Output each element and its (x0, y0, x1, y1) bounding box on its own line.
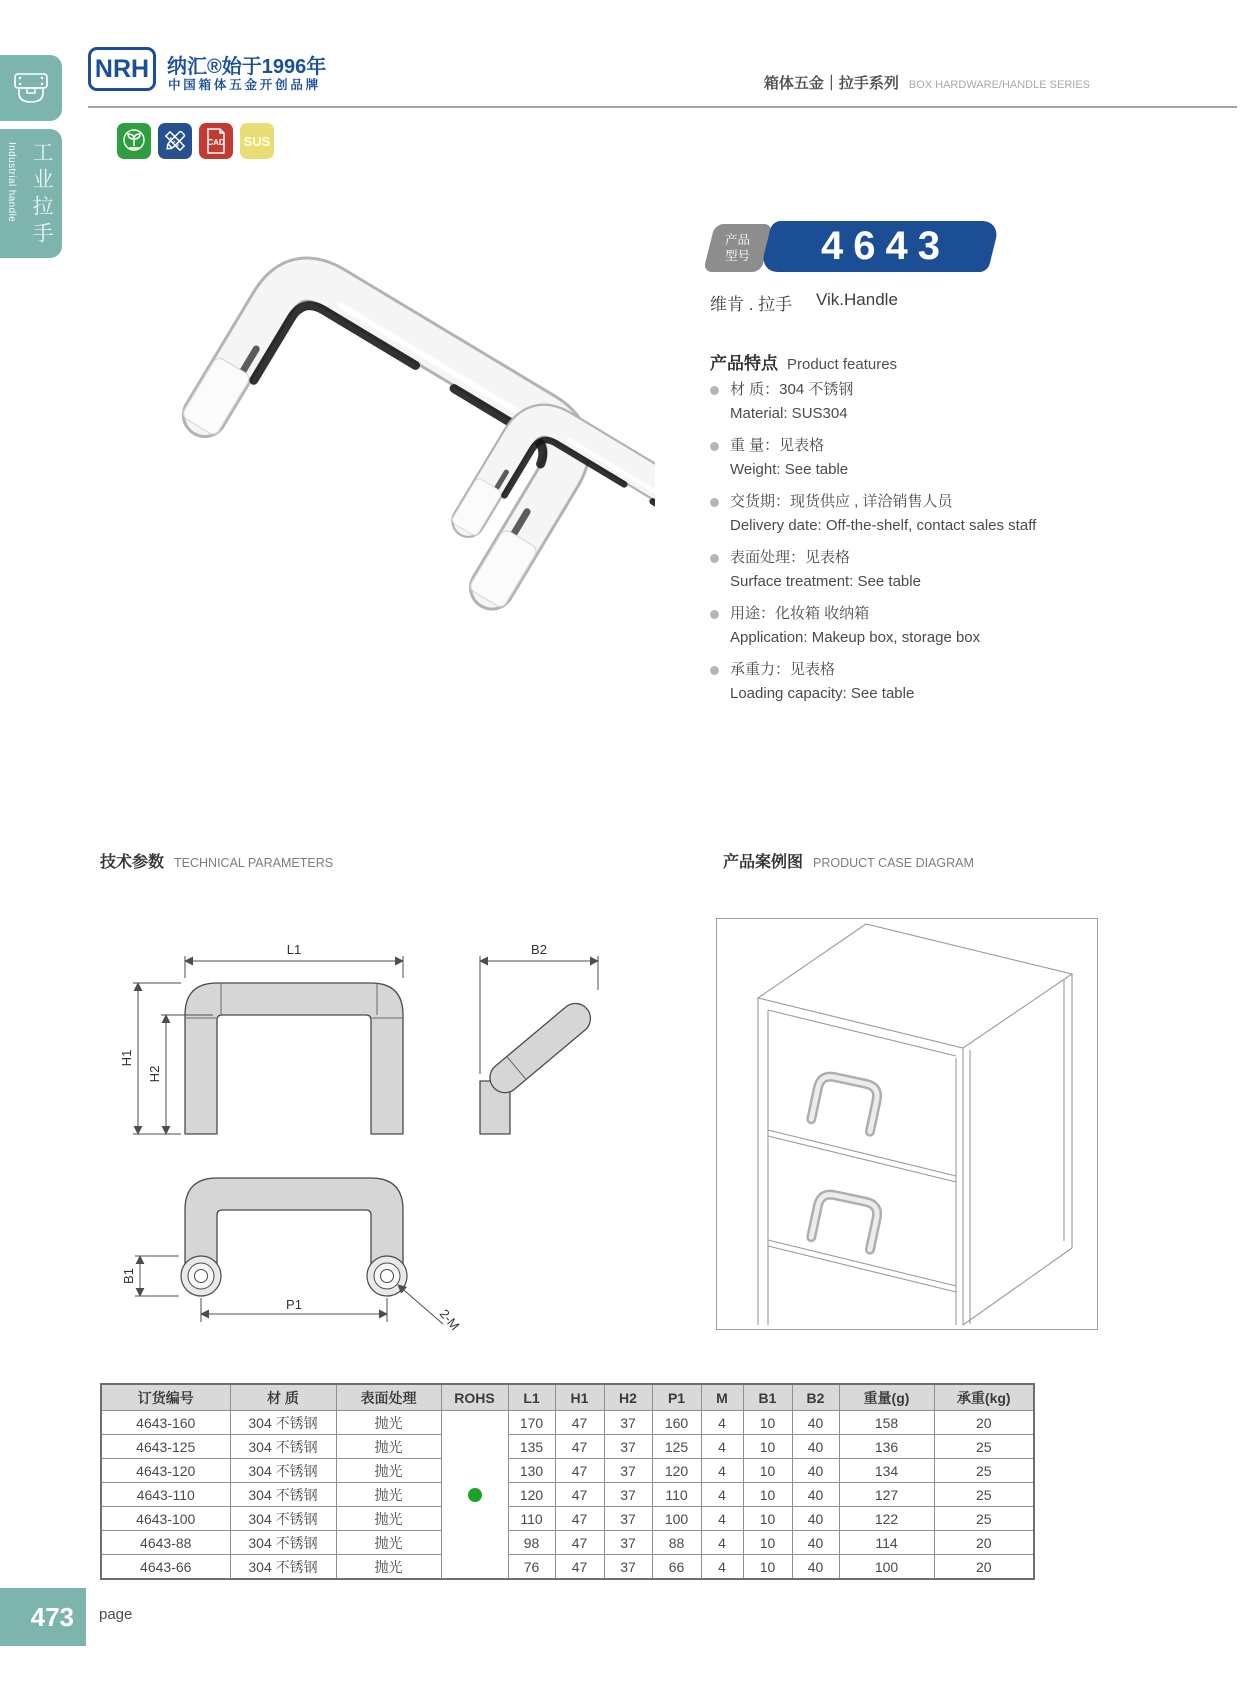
series-header (764, 72, 1090, 93)
rohs-compliant-dot-icon (468, 1488, 482, 1502)
spec-cell: 66 (652, 1555, 701, 1580)
product-photo (95, 205, 655, 685)
feature-text-zh: 交货期：现货供应 , 详洽销售人员 (730, 493, 953, 510)
spec-cell: 135 (508, 1435, 555, 1459)
latch-icon (9, 67, 53, 109)
spec-cell: 110 (508, 1507, 555, 1531)
spec-cell: 4643-160 (101, 1411, 230, 1435)
sidebar-series-zh: 工业拉手 (30, 141, 53, 249)
case-title-zh: 产品案例图 (723, 854, 804, 871)
spec-cell: 4 (701, 1459, 743, 1483)
feature-text-zh: 用途：化妆箱 收纳箱 (730, 605, 870, 622)
spec-cell: 10 (743, 1531, 792, 1555)
spec-cell: 304 不锈钢 (230, 1531, 336, 1555)
product-name-zh: 维肯 . 拉手 (710, 295, 793, 314)
spec-row (101, 1483, 1034, 1507)
spec-cell: 76 (508, 1555, 555, 1580)
dim-l1: L1 (286, 942, 302, 957)
spec-cell: 37 (604, 1483, 652, 1507)
spec-cell: 47 (555, 1483, 604, 1507)
spec-cell: 4 (701, 1507, 743, 1531)
dim-h2: H2 (147, 1065, 162, 1083)
feature-text-en: Delivery date: Off-the-shelf, contact sales staff (730, 517, 1037, 534)
spec-col-header: ROHS (441, 1384, 508, 1411)
spec-cell: 37 (604, 1411, 652, 1435)
dim-thread: 2-M (436, 1306, 463, 1334)
spec-cell: 136 (839, 1435, 934, 1459)
dim-b2: B2 (531, 942, 547, 957)
spec-cell: 4 (701, 1555, 743, 1580)
spec-row (101, 1555, 1034, 1580)
spec-cell: 47 (555, 1411, 604, 1435)
spec-col-header: 表面处理 (336, 1384, 441, 1411)
series-title-en: BOX HARDWARE/HANDLE SERIES (908, 79, 1090, 91)
spec-cell: 抛光 (336, 1483, 441, 1507)
spec-cell: 4 (701, 1435, 743, 1459)
model-tag-line1: 产品 (725, 232, 751, 247)
spec-cell: 抛光 (336, 1411, 441, 1435)
feature-text-en: Application: Makeup box, storage box (730, 629, 981, 646)
bullet-dot-icon (710, 498, 719, 507)
cad-label: CAD (207, 138, 225, 147)
spec-cell: 134 (839, 1459, 934, 1483)
sus-material-icon (240, 123, 274, 159)
spec-cell: 25 (934, 1507, 1034, 1531)
brand-slogan-line1: 纳汇®始于1996年 (167, 56, 327, 78)
spec-cell: 127 (839, 1483, 934, 1507)
spec-col-header: 材 质 (230, 1384, 336, 1411)
spec-cell: 10 (743, 1435, 792, 1459)
model-number: 4643 (820, 224, 950, 268)
spec-cell: 10 (743, 1555, 792, 1580)
tech-title-zh: 技术参数 (100, 854, 165, 871)
spec-cell: 抛光 (336, 1507, 441, 1531)
case-diagram (716, 918, 1098, 1330)
design-tools-icon (158, 123, 192, 159)
feature-text-zh: 承重力：见表格 (730, 661, 836, 678)
spec-cell: 304 不锈钢 (230, 1483, 336, 1507)
spec-cell: 40 (792, 1411, 839, 1435)
feature-text-zh: 重 量：见表格 (730, 437, 825, 454)
spec-cell: 110 (652, 1483, 701, 1507)
spec-cell: 170 (508, 1411, 555, 1435)
spec-cell: 158 (839, 1411, 934, 1435)
spec-cell: 37 (604, 1531, 652, 1555)
spec-cell: 4643-125 (101, 1435, 230, 1459)
series-title-zh: 箱体五金｜拉手系列 (763, 75, 899, 92)
case-title-en: PRODUCT CASE DIAGRAM (813, 856, 974, 870)
feature-item (710, 602, 1190, 650)
spec-cell: 40 (792, 1507, 839, 1531)
spec-cell: 4643-110 (101, 1483, 230, 1507)
sidebar-series-en: Industrial handle (6, 142, 17, 223)
spec-cell: 88 (652, 1531, 701, 1555)
brand-slogan-line2: 中国箱体五金开创品牌 (168, 78, 322, 92)
feature-text-zh: 材 质：304 不锈钢 (730, 381, 854, 398)
page-number: 473 (30, 1601, 74, 1632)
spec-cell: 37 (604, 1435, 652, 1459)
spec-col-header: B1 (743, 1384, 792, 1411)
sidebar-category-tab (0, 55, 62, 121)
case-diagram-title (723, 849, 974, 872)
bullet-dot-icon (710, 442, 719, 451)
spec-cell: 47 (555, 1555, 604, 1580)
spec-cell: 120 (508, 1483, 555, 1507)
spec-cell: 304 不锈钢 (230, 1435, 336, 1459)
spec-cell: 抛光 (336, 1555, 441, 1580)
spec-cell: 304 不锈钢 (230, 1555, 336, 1580)
spec-cell: 4643-88 (101, 1531, 230, 1555)
spec-cell: 4 (701, 1531, 743, 1555)
spec-cell: 40 (792, 1459, 839, 1483)
rohs-cell (441, 1411, 508, 1580)
spec-table (100, 1383, 1035, 1580)
spec-cell: 25 (934, 1435, 1034, 1459)
spec-cell: 122 (839, 1507, 934, 1531)
tech-parameters-title (100, 849, 333, 872)
spec-cell: 4643-100 (101, 1507, 230, 1531)
spec-cell: 40 (792, 1531, 839, 1555)
model-number-banner (760, 221, 1001, 272)
spec-cell: 160 (652, 1411, 701, 1435)
spec-cell: 37 (604, 1459, 652, 1483)
spec-cell: 47 (555, 1507, 604, 1531)
spec-cell: 37 (604, 1507, 652, 1531)
spec-cell: 20 (934, 1411, 1034, 1435)
spec-cell: 4 (701, 1483, 743, 1507)
bullet-dot-icon (710, 386, 719, 395)
spec-cell: 抛光 (336, 1531, 441, 1555)
spec-table-header (101, 1384, 1034, 1411)
spec-cell: 304 不锈钢 (230, 1507, 336, 1531)
dim-p1: P1 (286, 1297, 302, 1312)
spec-cell: 114 (839, 1531, 934, 1555)
spec-cell: 10 (743, 1483, 792, 1507)
spec-cell: 40 (792, 1555, 839, 1580)
spec-row (101, 1411, 1034, 1435)
spec-col-header: H2 (604, 1384, 652, 1411)
spec-cell: 25 (934, 1459, 1034, 1483)
features-title (710, 349, 897, 374)
spec-row (101, 1531, 1034, 1555)
spec-cell: 20 (934, 1531, 1034, 1555)
spec-cell: 130 (508, 1459, 555, 1483)
feature-text-en: Surface treatment: See table (730, 573, 921, 590)
eco-rohs-icon (117, 123, 151, 159)
model-tag (703, 224, 773, 272)
spec-cell: 40 (792, 1435, 839, 1459)
spec-cell: 25 (934, 1483, 1034, 1507)
spec-cell: 40 (792, 1483, 839, 1507)
bullet-dot-icon (710, 554, 719, 563)
features-title-en: Product features (787, 356, 898, 373)
spec-cell: 4643-66 (101, 1555, 230, 1580)
page-word: page (99, 1606, 133, 1623)
cad-file-icon (199, 123, 233, 159)
bullet-dot-icon (710, 610, 719, 619)
spec-cell: 10 (743, 1507, 792, 1531)
feature-text-en: Material: SUS304 (730, 405, 848, 422)
sidebar-series-tab (0, 129, 62, 258)
bullet-dot-icon (710, 666, 719, 675)
spec-cell: 4643-120 (101, 1459, 230, 1483)
spec-col-header: B2 (792, 1384, 839, 1411)
spec-cell: 120 (652, 1459, 701, 1483)
product-name-en: Vik.Handle (816, 290, 898, 309)
page-number-box (0, 1588, 86, 1646)
certification-badges (117, 123, 274, 159)
spec-cell: 304 不锈钢 (230, 1459, 336, 1483)
spec-col-header: P1 (652, 1384, 701, 1411)
features-list (710, 378, 1190, 714)
spec-cell: 抛光 (336, 1435, 441, 1459)
feature-item (710, 490, 1190, 538)
spec-row (101, 1435, 1034, 1459)
sus-label: SUS (243, 133, 271, 149)
spec-col-header: 重量(g) (839, 1384, 934, 1411)
header-divider (88, 106, 1237, 108)
dim-b1: B1 (121, 1268, 136, 1284)
spec-cell: 抛光 (336, 1459, 441, 1483)
nrh-logo: NRH (88, 47, 156, 91)
spec-cell: 10 (743, 1411, 792, 1435)
spec-cell: 10 (743, 1459, 792, 1483)
spec-col-header: 订货编号 (101, 1384, 230, 1411)
spec-cell: 20 (934, 1555, 1034, 1580)
spec-cell: 47 (555, 1459, 604, 1483)
spec-col-header: L1 (508, 1384, 555, 1411)
spec-col-header: H1 (555, 1384, 604, 1411)
spec-cell: 304 不锈钢 (230, 1411, 336, 1435)
spec-cell: 125 (652, 1435, 701, 1459)
dim-h1: H1 (119, 1049, 134, 1067)
spec-cell: 47 (555, 1531, 604, 1555)
spec-cell: 4 (701, 1411, 743, 1435)
feature-text-zh: 表面处理：见表格 (730, 549, 851, 566)
feature-item (710, 434, 1190, 482)
features-title-zh: 产品特点 (710, 354, 778, 373)
model-tag-line2: 型号 (725, 249, 751, 263)
spec-col-header: M (701, 1384, 743, 1411)
small-handle (451, 402, 655, 664)
feature-text-en: Weight: See table (730, 461, 849, 478)
technical-drawing (95, 878, 655, 1338)
tech-title-en: TECHNICAL PARAMETERS (174, 856, 334, 870)
spec-cell: 47 (555, 1435, 604, 1459)
spec-col-header: 承重(kg) (934, 1384, 1034, 1411)
feature-item (710, 658, 1190, 706)
spec-cell: 100 (839, 1555, 934, 1580)
spec-cell: 37 (604, 1555, 652, 1580)
spec-row (101, 1459, 1034, 1483)
spec-row (101, 1507, 1034, 1531)
feature-text-en: Loading capacity: See table (730, 685, 915, 702)
feature-item (710, 546, 1190, 594)
spec-cell: 100 (652, 1507, 701, 1531)
spec-cell: 98 (508, 1531, 555, 1555)
feature-item (710, 378, 1190, 426)
